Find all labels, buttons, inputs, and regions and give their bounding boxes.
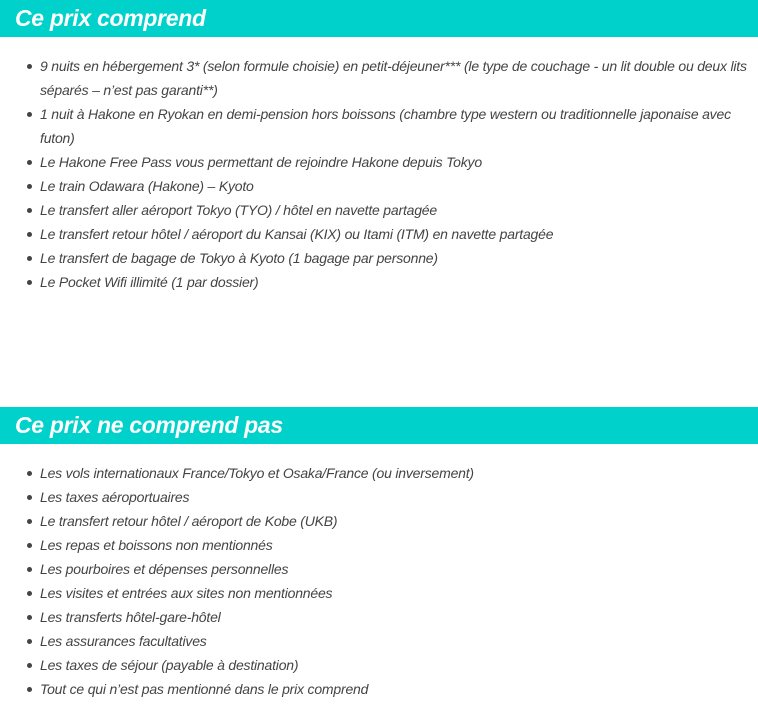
included-list	[0, 54, 758, 294]
excluded-heading: Ce prix ne comprend pas	[0, 407, 758, 444]
list-item: Les repas et boissons non mentionnés	[40, 533, 758, 557]
list-item: Le transfert de bagage de Tokyo à Kyoto (1 bagage par personne)	[40, 246, 758, 270]
list-item: Le transfert retour hôtel / aéroport du Kansai (KIX) ou Itami (ITM) en navette partagée	[40, 222, 758, 246]
list-item: Les taxes aéroportuaires	[40, 485, 758, 509]
list-item: 1 nuit à Hakone en Ryokan en demi-pension hors boissons (chambre type western ou traditionnelle japonaise avec futon)	[40, 102, 758, 150]
list-item: Le Hakone Free Pass vous permettant de rejoindre Hakone depuis Tokyo	[40, 150, 758, 174]
list-item: Les assurances facultatives	[40, 629, 758, 653]
list-item: Les vols internationaux France/Tokyo et Osaka/France (ou inversement)	[40, 461, 758, 485]
included-section	[0, 0, 758, 294]
list-item: Les visites et entrées aux sites non mentionnées	[40, 581, 758, 605]
list-item: Tout ce qui n’est pas mentionné dans le prix comprend	[40, 677, 758, 701]
list-item: Le Pocket Wifi illimité (1 par dossier)	[40, 270, 758, 294]
list-item: Les taxes de séjour (payable à destination)	[40, 653, 758, 677]
excluded-section	[0, 407, 758, 701]
list-item: Le transfert retour hôtel / aéroport de Kobe (UKB)	[40, 509, 758, 533]
list-item: Les transferts hôtel-gare-hôtel	[40, 605, 758, 629]
list-item: 9 nuits en hébergement 3* (selon formule choisie) en petit-déjeuner*** (le type de couchage - un lit double ou deux lits séparés – n’est pas garanti**)	[40, 54, 758, 102]
list-item: Le train Odawara (Hakone) – Kyoto	[40, 174, 758, 198]
list-item: Les pourboires et dépenses personnelles	[40, 557, 758, 581]
included-heading: Ce prix comprend	[0, 0, 758, 37]
list-item: Le transfert aller aéroport Tokyo (TYO) / hôtel en navette partagée	[40, 198, 758, 222]
excluded-list	[0, 461, 758, 701]
